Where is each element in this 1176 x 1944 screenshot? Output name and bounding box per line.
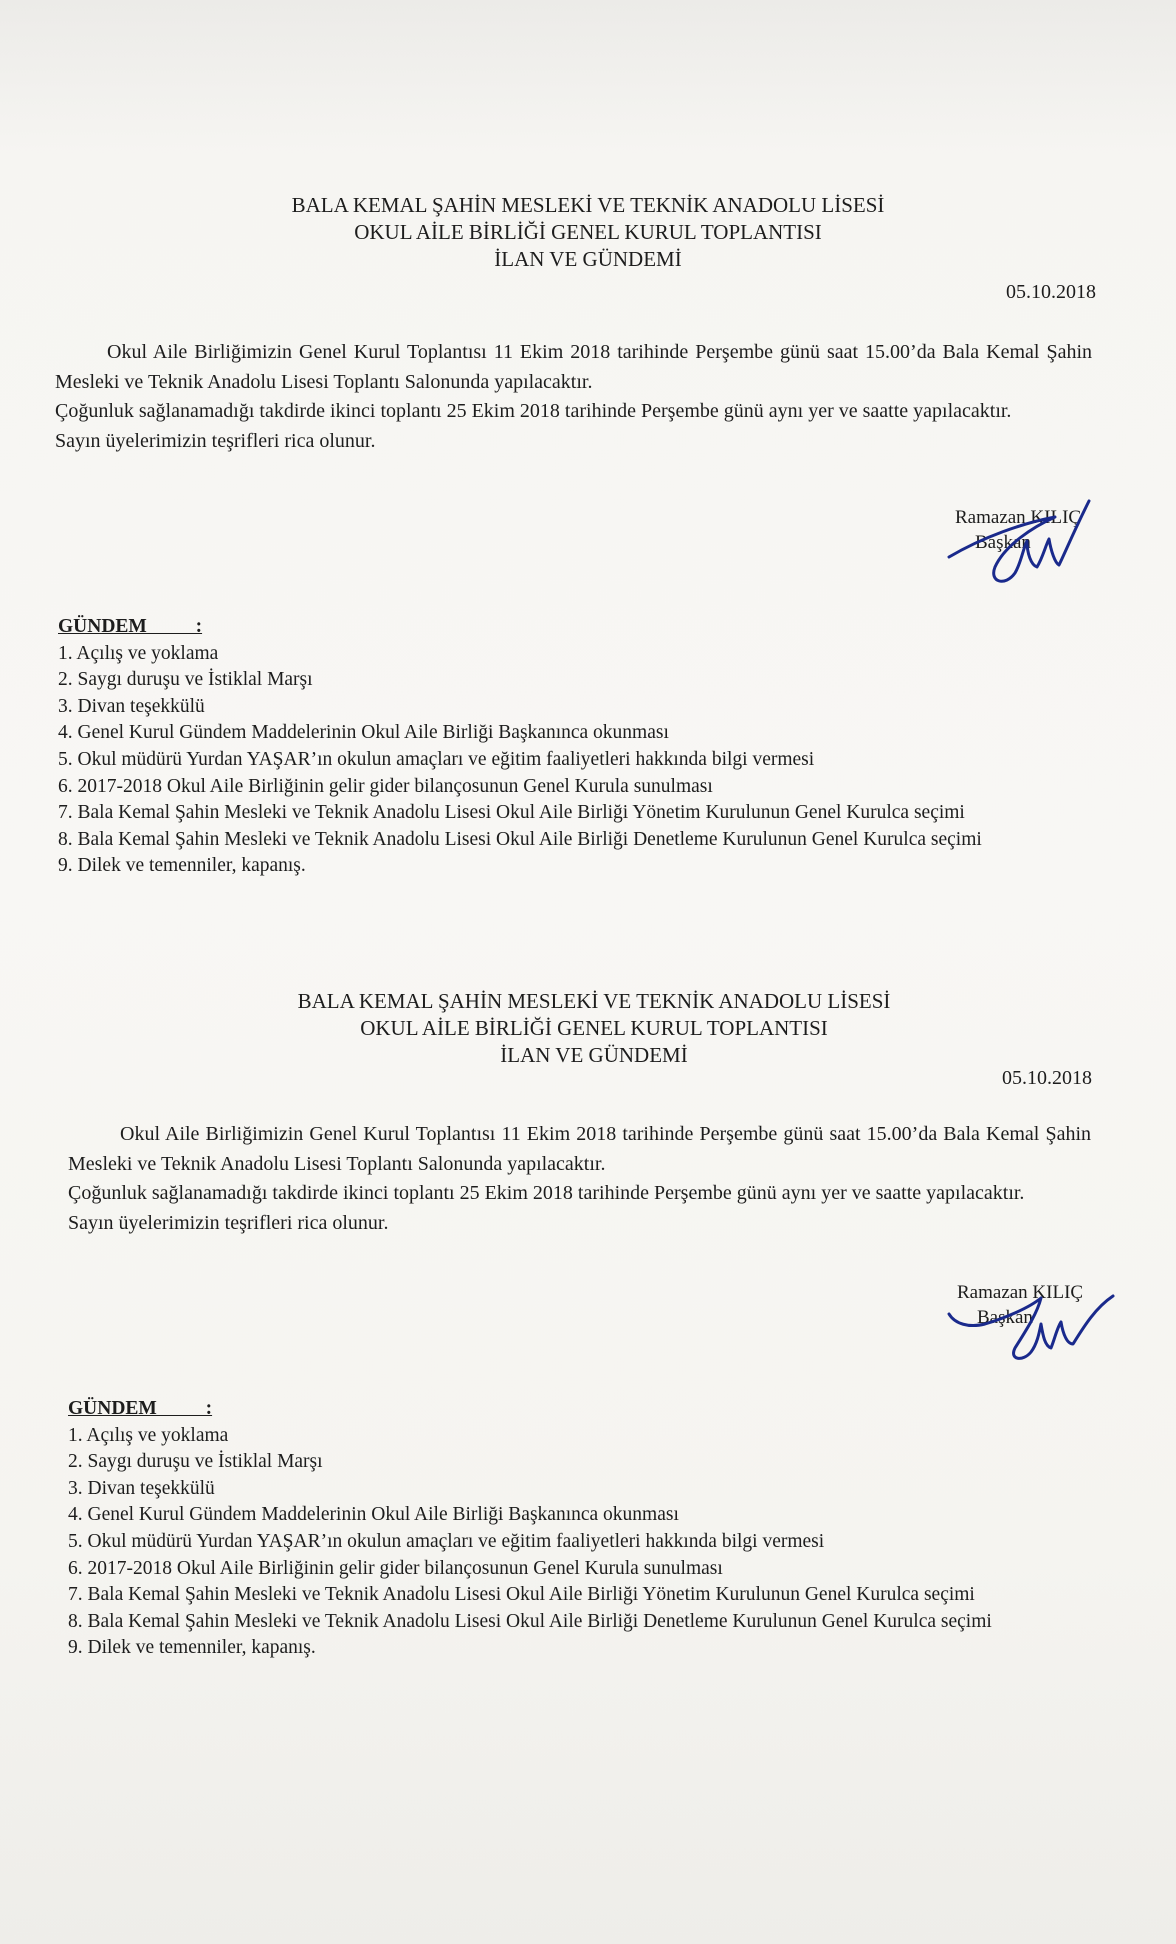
agenda-item: 4. Genel Kurul Gündem Maddelerinin Okul Aile Birliği Başkanınca okunması (68, 1504, 679, 1526)
announcement-text (55, 338, 1092, 456)
announcement-paragraph-main: Okul Aile Birliğimizin Genel Kurul Toplantısı 11 Ekim 2018 tarihinde Perşembe günü saat 15.00’da Bala Kemal Şahin Mesleki ve Teknik Anadolu Lisesi Toplantı Salonunda yapılacaktır. (55, 341, 1092, 393)
document-title (0, 192, 1176, 273)
agenda-item: 2. Saygı duruşu ve İstiklal Marşı (68, 1451, 323, 1473)
agenda-item: 5. Okul müdürü Yurdan YAŞAR’ın okulun amaçları ve eğitim faaliyetleri hakkında bilgi vermesi (68, 1530, 825, 1552)
notice-subtitle: İLAN VE GÜNDEMİ (494, 247, 682, 271)
agenda-item: 3. Divan teşekkülü (58, 695, 205, 717)
agenda-heading: GÜNDEM : (58, 616, 203, 637)
agenda-item: 9. Dilek ve temenniler, kapanış. (68, 1637, 316, 1659)
document-date: 05.10.2018 (1002, 1067, 1092, 1089)
announcement-paragraph-closing: Sayın üyelerimizin teşrifleri rica olunur. (55, 429, 376, 452)
agenda-item: 9. Dilek ve temenniler, kapanış. (58, 855, 306, 877)
agenda-item: 6. 2017-2018 Okul Aile Birliğinin gelir gider bilançosunun Genel Kurula sunulması (68, 1557, 723, 1579)
school-name: BALA KEMAL ŞAHİN MESLEKİ VE TEKNİK ANADOLU LİSESİ (297, 989, 891, 1013)
announcement-paragraph-quorum: Çoğunluk sağlanamadığı takdirde ikinci toplantı 25 Ekim 2018 tarihinde Perşembe günü aynı yer ve saatte yapılacaktır. (55, 400, 1012, 422)
signature-block (957, 1280, 1117, 1380)
signatory-title: Başkan (975, 532, 1031, 553)
meeting-title: OKUL AİLE BİRLİĞİ GENEL KURUL TOPLANTISI (354, 220, 822, 244)
agenda-item: 1. Açılış ve yoklama (58, 642, 219, 664)
meeting-title: OKUL AİLE BİRLİĞİ GENEL KURUL TOPLANTISI (360, 1016, 828, 1040)
signatory-name: Ramazan KILIÇ (955, 507, 1082, 528)
signatory-title: Başkan (977, 1307, 1033, 1328)
signatory-name: Ramazan KILIÇ (957, 1282, 1084, 1303)
agenda-item: 4. Genel Kurul Gündem Maddelerinin Okul Aile Birliği Başkanınca okunması (58, 722, 669, 744)
agenda-item: 8. Bala Kemal Şahin Mesleki ve Teknik Anadolu Lisesi Okul Aile Birliği Denetleme Kurulunun Genel Kurulca seçimi (58, 828, 982, 850)
notice-subtitle: İLAN VE GÜNDEMİ (500, 1043, 688, 1067)
agenda-item: 7. Bala Kemal Şahin Mesleki ve Teknik Anadolu Lisesi Okul Aile Birliği Yönetim Kurulunun Genel Kurulca seçimi (58, 802, 965, 824)
agenda-item: 5. Okul müdürü Yurdan YAŞAR’ın okulun amaçları ve eğitim faaliyetleri hakkında bilgi vermesi (58, 748, 815, 770)
agenda (68, 1396, 1148, 1662)
announcement-text (68, 1120, 1091, 1238)
announcement-paragraph-quorum: Çoğunluk sağlanamadığı takdirde ikinci toplantı 25 Ekim 2018 tarihinde Perşembe günü aynı yer ve saatte yapılacaktır. (68, 1182, 1025, 1204)
agenda-item: 7. Bala Kemal Şahin Mesleki ve Teknik Anadolu Lisesi Okul Aile Birliği Yönetim Kurulunun Genel Kurulca seçimi (68, 1584, 975, 1606)
agenda-item: 8. Bala Kemal Şahin Mesleki ve Teknik Anadolu Lisesi Okul Aile Birliği Denetleme Kurulunun Genel Kurulca seçimi (68, 1610, 992, 1632)
agenda-heading: GÜNDEM : (68, 1398, 213, 1419)
agenda-item: 3. Divan teşekkülü (68, 1477, 215, 1499)
signature-block (955, 505, 1115, 605)
document-date: 05.10.2018 (1006, 281, 1096, 303)
agenda-item: 6. 2017-2018 Okul Aile Birliğinin gelir gider bilançosunun Genel Kurula sunulması (58, 775, 713, 797)
announcement-paragraph-closing: Sayın üyelerimizin teşrifleri rica olunur. (68, 1211, 389, 1234)
agenda-item: 2. Saygı duruşu ve İstiklal Marşı (58, 669, 313, 691)
announcement-paragraph-main: Okul Aile Birliğimizin Genel Kurul Toplantısı 11 Ekim 2018 tarihinde Perşembe günü saat 15.00’da Bala Kemal Şahin Mesleki ve Teknik Anadolu Lisesi Toplantı Salonunda yapılacaktır. (68, 1123, 1091, 1175)
notice-second (0, 782, 1176, 1659)
agenda-item: 1. Açılış ve yoklama (68, 1424, 229, 1446)
notice-first (0, 0, 1176, 877)
document-title (6, 988, 1176, 1069)
school-name: BALA KEMAL ŞAHİN MESLEKİ VE TEKNİK ANADOLU LİSESİ (291, 193, 885, 217)
